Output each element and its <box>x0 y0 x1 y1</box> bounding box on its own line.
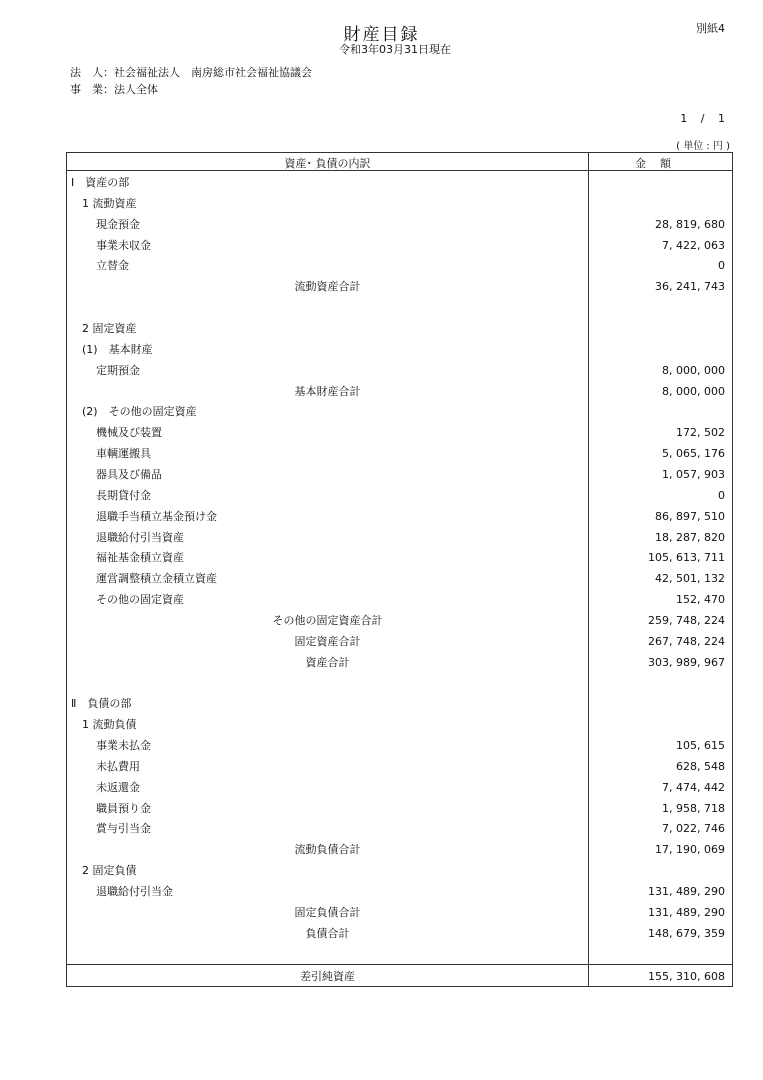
row-amount: 148, 679, 359 <box>648 926 725 940</box>
row-amount: 7, 022, 746 <box>662 822 725 836</box>
table-row <box>67 736 732 756</box>
table-row <box>67 757 732 777</box>
table-row <box>67 298 732 318</box>
row-amount: 105, 615 <box>676 739 725 752</box>
table-row <box>67 236 732 256</box>
row-amount: 131, 489, 290 <box>648 884 725 898</box>
row-label: 運営調整積立金積立資産 <box>96 572 217 586</box>
table-row <box>67 465 732 485</box>
document-title: 財産目録 <box>343 25 420 45</box>
row-label: 機械及び装置 <box>96 426 162 440</box>
table-row <box>67 694 732 714</box>
table-row <box>67 632 732 652</box>
row-label: 長期貸付金 <box>96 488 151 502</box>
table-row <box>67 819 732 839</box>
row-label: 定期預金 <box>96 363 140 377</box>
row-label: 立替金 <box>96 259 129 273</box>
row-amount: 8, 000, 000 <box>662 363 725 377</box>
table-row <box>67 423 732 443</box>
row-amount: 628, 548 <box>676 759 725 773</box>
business-line: 事 業：法人全体 <box>70 83 158 96</box>
row-label: 器具及び備品 <box>96 467 162 481</box>
table-row <box>67 861 732 881</box>
table-row <box>67 799 732 819</box>
table-row <box>67 528 732 548</box>
row-amount: 17, 190, 069 <box>655 843 725 857</box>
row-label: 現金預金 <box>96 217 140 231</box>
table-row <box>67 778 732 798</box>
table-row <box>67 340 732 360</box>
row-label: 固定資産合計 <box>294 634 361 648</box>
table-row <box>67 715 732 735</box>
row-amount: 152, 470 <box>676 593 725 606</box>
row-amount: 36, 241, 743 <box>655 280 725 294</box>
row-amount: 8, 000, 000 <box>662 384 725 398</box>
row-amount: 0 <box>718 488 725 502</box>
row-label: (1) 基本財産 <box>82 342 153 356</box>
row-label: 退職給付引当金 <box>96 884 173 898</box>
row-amount: 105, 613, 711 <box>648 551 725 565</box>
row-amount: 303, 989, 967 <box>648 655 725 669</box>
row-label: 1 流動資産 <box>82 196 137 210</box>
column-header-amount: 金額 <box>635 157 685 170</box>
total-divider <box>67 964 732 965</box>
row-label: 福祉基金積立資産 <box>96 551 184 565</box>
row-label: Ⅱ 負債の部 <box>71 697 132 711</box>
row-amount: 28, 819, 680 <box>655 217 725 231</box>
row-label: 1 流動負債 <box>82 718 137 732</box>
row-label: (2) その他の固定資産 <box>82 405 197 419</box>
page-number: 1 / 1 <box>680 112 725 125</box>
row-label: 基本財産合計 <box>294 384 361 398</box>
row-label: 退職給付引当資産 <box>96 530 184 544</box>
row-label: 職員預り金 <box>96 801 151 815</box>
table-row <box>67 590 732 610</box>
row-label: 固定負債合計 <box>294 905 361 919</box>
unit-label: ( 単位 : 円 ) <box>676 141 730 152</box>
row-label: 2 固定負債 <box>82 864 137 878</box>
row-label: 賞与引当金 <box>96 822 151 836</box>
table-row <box>67 569 732 589</box>
row-amount: 86, 897, 510 <box>655 509 725 523</box>
table-row <box>67 653 732 673</box>
row-label: 流動資産合計 <box>294 280 361 294</box>
table-row <box>67 840 732 860</box>
row-amount: 42, 501, 132 <box>655 572 725 586</box>
row-label: 負債合計 <box>305 926 350 940</box>
row-label: 車輌運搬具 <box>96 447 151 461</box>
table-row <box>67 924 732 944</box>
table-row <box>67 903 732 923</box>
table-row <box>67 611 732 631</box>
table-row <box>67 173 732 193</box>
table-row <box>67 194 732 214</box>
row-amount: 5, 065, 176 <box>662 447 725 461</box>
table-row <box>67 319 732 339</box>
column-header-description: 資産･ 負債の内訳 <box>284 157 371 170</box>
table-row <box>67 382 732 402</box>
table-row <box>67 548 732 568</box>
as-of-date: 令和3年03月31日現在 <box>339 43 451 56</box>
row-amount: 1, 057, 903 <box>662 467 725 481</box>
table-row <box>67 673 732 693</box>
row-label: 未返還金 <box>96 780 140 794</box>
row-amount: 172, 502 <box>676 426 725 440</box>
net-assets-label: 差引純資産 <box>300 970 355 983</box>
table-row <box>67 402 732 422</box>
corporation-line: 法 人：社会福祉法人 南房総市社会福祉協議会 <box>70 66 312 79</box>
net-assets-amount: 155, 310, 608 <box>648 970 725 983</box>
row-label: その他の固定資産合計 <box>272 613 383 627</box>
row-amount: 7, 474, 442 <box>662 780 725 794</box>
row-label: 退職手当積立基金預け金 <box>96 509 217 523</box>
table-row <box>67 444 732 464</box>
row-amount: 131, 489, 290 <box>648 905 725 919</box>
row-label: 事業未払金 <box>96 739 151 752</box>
row-amount: 7, 422, 063 <box>662 238 725 252</box>
row-label: Ⅰ 資産の部 <box>71 176 130 189</box>
table-row <box>67 507 732 527</box>
row-amount: 267, 748, 224 <box>648 634 725 648</box>
row-label: 事業未収金 <box>96 238 151 252</box>
inventory-table <box>66 152 733 987</box>
row-amount: 259, 748, 224 <box>648 613 725 627</box>
net-assets-row <box>67 967 732 987</box>
row-amount: 1, 958, 718 <box>662 801 725 815</box>
table-row <box>67 486 732 506</box>
row-label: 流動負債合計 <box>294 843 361 857</box>
attachment-label: 別紙4 <box>696 22 725 35</box>
table-row <box>67 256 732 276</box>
table-row <box>67 215 732 235</box>
row-label: 資産合計 <box>305 655 350 669</box>
row-label: その他の固定資産 <box>96 593 184 606</box>
table-row <box>67 361 732 381</box>
row-label: 未払費用 <box>96 759 140 773</box>
row-label: 2 固定資産 <box>82 322 137 335</box>
row-amount: 0 <box>718 259 725 273</box>
table-row <box>67 277 732 297</box>
row-amount: 18, 287, 820 <box>655 530 725 544</box>
table-row <box>67 882 732 902</box>
